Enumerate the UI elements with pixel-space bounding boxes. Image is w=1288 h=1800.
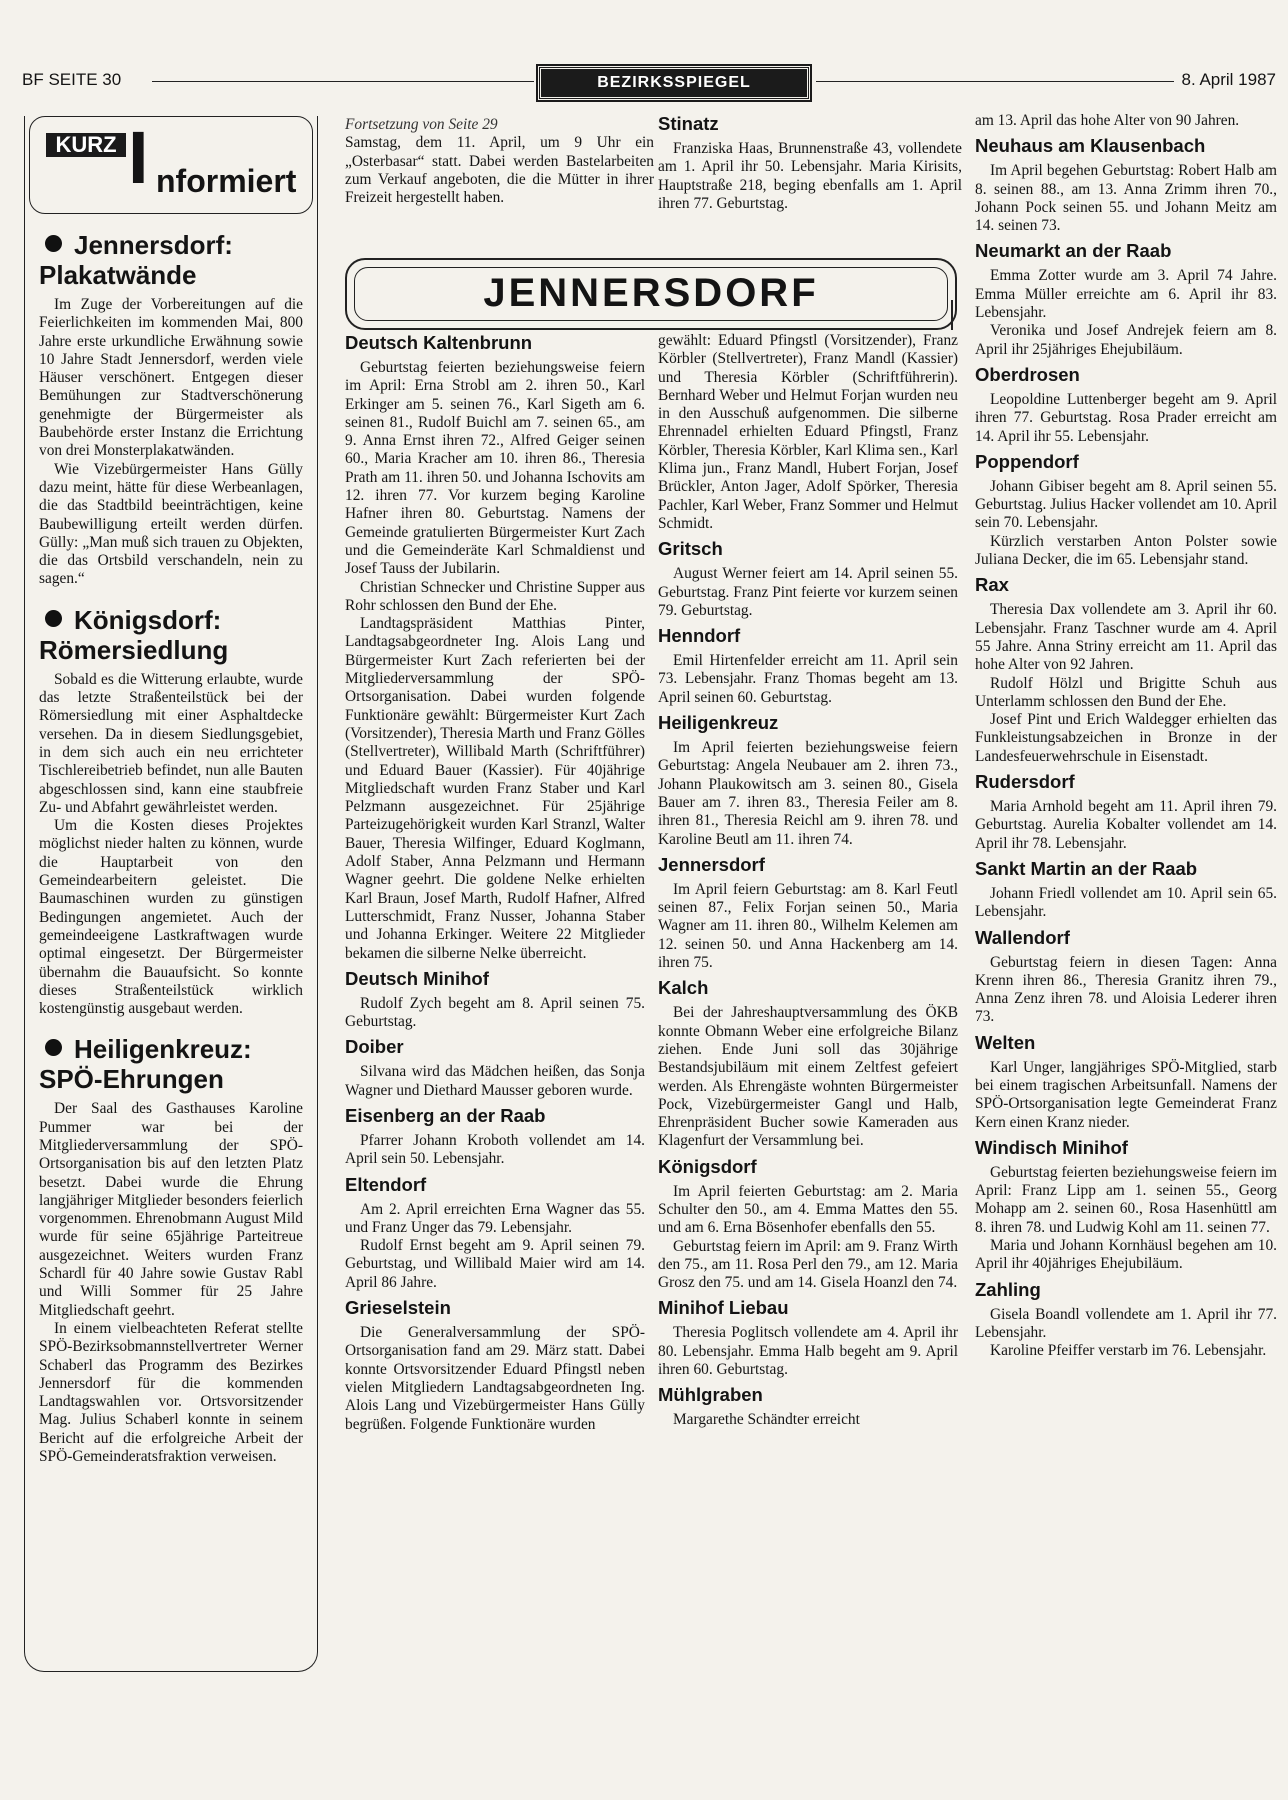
section-heading: Henndorf [658, 625, 741, 647]
paragraph: gewählt: Eduard Pfingstl (Vorsitzender), Franz Körbler (Stellvertreter), Franz Mandl (Kassier) und Theresia Körbler (Schriftführerin). Bernhard Weber und Helmut Forjan wurden neu in den Ausschuß aufgenommen. Die silberne Ehrennadel erhielten Eduard Pfingstl, Franz Körbler, Theresia Körbler, Karl Klima sen., Karl Klima jun., Franz Mandl, Hubert Forjan, Josef Brückler, Anton Jager, Adolf Spörker, Theresia Pachler, Karl Weber, Franz Sommer und Helmut Schmidt. [658, 332, 958, 532]
paragraph: Sobald es die Witterung erlaubte, wurde das letzte Straßenteilstück bei der Römersiedlung mit einer Asphaltdecke versehen. Da in diesem Siedlungsgebiet, in dem sich auch ein neu errichteter Tischlereibetrieb befindet, nun alle Bauten abgeschlossen sind, kann eine staubfreie Zu- und Abfahrt gewährleistet werden. [39, 670, 303, 816]
paragraph: Theresia Poglitsch vollendete am 4. April ihr 80. Lebensjahr. Emma Halb begeht am 9. April ihren 60. Geburtstag. [658, 1324, 958, 1379]
paragraph: Im April feierten beziehungsweise feiern Geburtstag: Angela Neubauer am 2. ihren 73., Johann Plaukowitsch am 3. seinen 80., Gisela Bauer am 7. ihren 83., Theresia Feiler am 8. ihren 81., Theresia Reichl am 9. ihren 78. und Karoline Beutl am 11. ihren 74. [658, 739, 958, 848]
paragraph: Christian Schnecker und Christine Supper aus Rohr schlossen den Bund der Ehe. [345, 578, 645, 614]
kurz-tag: KURZ [46, 133, 126, 157]
paragraph: Josef Pint und Erich Waldegger erhielten das Funkleistungsabzeichen in Bronze in der Landesfeuerwehrschule in Eisenstadt. [975, 711, 1277, 765]
paragraph: Der Saal des Gasthauses Karoline Pummer war bei der Mitgliederversammlung der SPÖ-Ortsorganisation bis auf den letzten Platz besetzt. Dabei wurde die Ehrung langjähriger Mitglieder besonders feierlich vorgenommen. Ehrenobmann August Mild wurde für seine 65jährige Parteitreue ausgezeichnet. Weiters wurden Franz Schardl für 40 Jahre sowie Gustav Rabl und Willi Sommer für 25 Jahre Mitgliedschaft geehrt. [39, 1100, 303, 1319]
paragraph: In einem vielbeachteten Referat stellte SPÖ-Bezirksobmannstellvertreter Werner Schaberl das Programm des Bezirkes Jennersdorf für die kommenden Landtagswahlen vor. Ortsvorsitzender Mag. Julius Schaberl konnte in seinem Bericht auf die erfolgreiche Arbeit der SPÖ-Gemeinderatsfraktion verweisen. [39, 1319, 303, 1466]
section-heading: Minihof Liebau [658, 1297, 789, 1319]
paragraph: Leopoldine Luttenberger begeht am 9. April ihren 77. Geburtstag. Rosa Prader erreicht am 14. April ihr 55. Lebensjahr. [975, 390, 1277, 445]
kurz-big-letter: I [128, 116, 149, 199]
paragraph: Die Generalversammlung der SPÖ-Ortsorganisation fand am 29. März statt. Dabei konnte Ortsvorsitzender Eduard Pfingstl neben vielen Mitgliedern Landtagsabgeordneten Ing. Alois Lang und Vizebürgermeister Hans Gülly begrüßen. Folgende Funktionäre wurden [345, 1324, 645, 1433]
section-heading: Jennersdorf [658, 853, 765, 875]
jennersdorf-banner [345, 258, 957, 330]
paragraph: am 13. April das hohe Alter von 90 Jahren. [975, 112, 1240, 129]
paragraph: Margarethe Schändter erreicht [673, 1411, 860, 1429]
section-heading: Oberdrosen [975, 363, 1080, 385]
section-heading: Mühlgraben [658, 1384, 763, 1406]
kurz-informiert-logo [29, 116, 313, 214]
paragraph: Geburtstag feierten beziehungsweise feiern im April: Erna Strobl am 2. ihren 50., Karl Erkinger am 5. seinen 76., Karl Sigeth am 6. seinen 81., Rudolf Buichl am 7. seinen 65., am 9. Anna Ernst ihren 72., Alfred Geiger seinen 60., Maria Kracher am 10. ihren 86., Theresia Prath am 11. ihren 50. und Johanna Ischovits am 12. ihren 77. Vor kurzem beging Karoline Hafner ihren 80. Geburtstag. Namens der Gemeinde gratulierten Bürgermeister Kurt Zach und die Gemeinderäte Karl Schmaldienst und Josef Tauss der Jubilarin. [345, 359, 645, 578]
paragraph: Rudolf Hölzl und Brigitte Schuh aus Unterlamm schlossen den Bund der Ehe. [975, 674, 1277, 710]
page-header [22, 66, 1276, 100]
bullet-icon [45, 235, 62, 252]
paragraph: Silvana wird das Mädchen heißen, das Sonja Wagner und Diethard Mausser geboren wurde. [345, 1063, 645, 1099]
paragraph: Im April begehen Geburtstag: Robert Halb am 8. seinen 88., am 13. Anna Zrimm ihren 70., Johann Pock seinen 55. und Johann Meitz am 14. seinen 73. [975, 162, 1277, 235]
paragraph: Im Zuge der Vorbereitungen auf die Feierlichkeiten im kommenden Mai, 800 Jahre erste urkundliche Erwähnung sowie 10 Jahre Stadt Jennersdorf, werden viele Häuser verschönert. Entgegen dieser Bemühungen zur Stadtverschönerung genehmigte der Bürgermeister als Baubehörde erster Instanz die Errichtung von drei Monsterplakatwänden. [39, 296, 303, 460]
column-b-top [345, 116, 654, 207]
section-heading: Zahling [975, 1278, 1041, 1300]
section-heading: Eltendorf [345, 1173, 427, 1195]
paragraph: Geburtstag feierten beziehungsweise feiern im April: Franz Lipp am 1. seinen 55., Georg Mohapp am 2. seinen 60., Rosa Hasenhüttl am 8. ihren 78. und Ludwig Kohl am 11. seinen 77. [975, 1163, 1277, 1236]
paragraph: Theresia Dax vollendete am 3. April ihr 60. Lebensjahr. Franz Taschner wurde am 4. April 55 Jahre. Anna Striny erreicht am 11. April das hohe Alter von 92 Jahren. [975, 601, 1277, 674]
paragraph: Rudolf Zych begeht am 8. April seinen 75. Geburtstag. [345, 994, 645, 1031]
heading-text: Heiligenkreuz: SPÖ-Ehrungen [39, 1034, 252, 1095]
heading-text: Jennersdorf: Plakatwände [39, 230, 233, 290]
section-heading: Kalch [658, 977, 709, 999]
paragraph: Im April feierten Geburtstag: am 2. Maria Schulter den 50., am 4. Emma Mattes den 55. und am 6. Erna Bösenhofer ebenfalls den 55. [658, 1182, 958, 1237]
header-rule-right [816, 81, 1174, 82]
section-heading: Königsdorf [658, 1155, 757, 1177]
paragraph: Gisela Boandl vollendete am 1. April ihr 77. Lebensjahr. [975, 1305, 1277, 1341]
continuation-note: Fortsetzung von Seite 29 [345, 116, 498, 133]
paragraph: Karoline Pfeiffer verstarb im 76. Lebensjahr. [990, 1342, 1267, 1360]
section-heading: Doiber [345, 1036, 404, 1058]
paragraph: Franziska Haas, Brunnenstraße 43, vollendete am 1. April ihr 50. Lebensjahr. Maria Kirisits, Hauptstraße 218, beging ebenfalls am 1. April ihren 77. Geburtstag. [658, 140, 962, 212]
bullet-icon [45, 1039, 62, 1056]
paragraph: Wie Vizebürgermeister Hans Güllу dazu meint, hätte für diese Werbeanlagen, die das Stadtbild beeinträchtigen, keine Baubewilligung erteilt werden dürfen. Gülly: „Man muß sich trauen zu Objekten, die das Ortsbild verschandeln, nein zu sagen.“ [39, 460, 303, 588]
kurz-informiert-box [24, 116, 318, 1672]
paragraph: Pfarrer Johann Kroboth vollendet am 14. April sein 50. Lebensjahr. [345, 1131, 645, 1168]
paragraph: Um die Kosten dieses Projektes möglichst nieder halten zu können, wurde die Hauptarbeit von den Gemeindearbeitern geleistet. Die Baumaschinen wurden zu günstigen Bedingungen angemietet. Auch der gemeindeeigene Lastkraftwagen wurde optimal eingesetzt. Der Bürgermeister übernahm die Bauaufsicht. So konnte dieses Straßenteilstück wirklich kostengünstig ausgebaut werden. [39, 817, 303, 1018]
section-heading: Welten [975, 1031, 1036, 1053]
article-heading [39, 605, 303, 665]
paragraph: Veronika und Josef Andrejek feiern am 8. April ihr 25jähriges Ehejubiläum. [975, 322, 1277, 358]
kurz-word: nformiert [156, 163, 297, 199]
paragraph: Kürzlich verstarben Anton Polster sowie Juliana Decker, die im 65. Lebensjahr stand. [975, 532, 1277, 569]
paragraph: Geburtstag feiern in diesen Tagen: Anna Krenn ihren 86., Theresia Granitz ihren 79., Anna Zenz ihren 78. und Aloisia Lederer ihren 73. [975, 953, 1277, 1026]
paragraph: Karl Unger, langjähriges SPÖ-Mitglied, starb bei einem tragischen Arbeitsunfall. Namens der SPÖ-Ortsorganisation legte Gemeinderat Franz Kern einen Kranz nieder. [975, 1058, 1277, 1131]
column-c [658, 332, 958, 1430]
section-heading: Deutsch Kaltenbrunn [345, 332, 533, 353]
continued-paragraph: Samstag, dem 11. April, um 9 Uhr ein „Osterbasar“ statt. Dabei werden Bastelarbeiten zum Verkauf angeboten, die die Mütter in ihrer Freizeit hergestellt haben. [345, 134, 654, 207]
page-number: BF SEITE 30 [22, 70, 122, 89]
paragraph: Bei der Jahreshauptversammlung des ÖKB konnte Obmann Weber eine erfolgreiche Bilanz ziehen. Ende Juni soll das 30jährige Bestandsjubiläum mit einem Zeltfest gefeiert werden. Als Ehrengäste wohnten Bürgermeister Pock, Vizebürgermeister Gangl und Halb, Ehrenpräsident Bucher sowie Kameraden aus Klagenfurt der Versammlung bei. [658, 1004, 958, 1150]
column-d [975, 112, 1277, 1798]
paragraph: Maria Arnhold begeht am 11. April ihren 79. Geburtstag. Aurelia Kobalter vollendet am 14. April ihr 78. Lebensjahr. [975, 798, 1277, 852]
paragraph: Landtagspräsident Matthias Pinter, Landtagsabgeordneter Ing. Alois Lang und Bürgermeister Kurt Zach referierten bei der Mitgliederversammlung der SPÖ-Ortsorganisation. Dabei wurden folgende Funktionäre gewählt: Bürgermeister Kurt Zach (Vorsitzender), Theresia Marth und Franz Gölles (Stellvertreter), Willibald Marth (Schriftführer) und Eduard Bauer (Kassier). Für 40jährige Mitgliedschaft wurden Franz Staber und Karl Pelzmann ausgezeichnet. Für 25jährige Parteizugehörigkeit wurden Karl Stranzl, Walter Bauer, Theresia Wilfinger, Eduard Koglmann, Adolf Staber, Anna Pelzmann und Hermann Wagner geehrt. Die goldene Nelke erhielten Karl Braun, Josef Marth, Rudolf Hafner, Alfred Lutterschmidt, Franz Nusser, Johanna Staber und Johanna Erkinger. Weitere 22 Mitglieder bekamen die silberne Nelke überreicht. [345, 615, 645, 962]
section-heading: Rax [975, 574, 1009, 596]
paragraph: August Werner feiert am 14. April seinen 55. Geburtstag. Franz Pint feierte vor kurzem seinen 79. Geburtstag. [658, 565, 958, 619]
section-heading: Stinatz [658, 113, 719, 134]
column-c-top [658, 113, 962, 213]
paragraph: Johann Gibiser begeht am 8. April seinen 55. Geburtstag. Julius Hacker vollendet am 10. April sein 70. Lebensjahr. [975, 477, 1277, 532]
section-heading: Heiligenkreuz [658, 712, 779, 734]
section-heading: Windisch Minihof [975, 1136, 1128, 1158]
article-heading [39, 1034, 303, 1094]
article-heading [39, 230, 303, 290]
paragraph: Im April feiern Geburtstag: am 8. Karl Feutl seinen 87., Felix Forjan seinen 50., Maria Wagner am 11. ihren 80., Wilhelm Kelemen am 12. seinen 50. und Anna Hackenberg am 14. ihren 75. [658, 880, 958, 972]
section-heading: Sankt Martin an der Raab [975, 857, 1198, 879]
paragraph: Maria und Johann Kornhäusl begehen am 10. April ihr 40jähriges Ehejubiläum. [975, 1237, 1277, 1273]
section-heading: Deutsch Minihof [345, 967, 489, 989]
heading-text: Königsdorf: Römersiedlung [39, 604, 229, 665]
section-heading: Neuhaus am Klausenbach [975, 135, 1206, 157]
paragraph: Emma Zotter wurde am 3. April 74 Jahre. Emma Müller erreichte am 6. April ihr 83. Lebensjahr. [975, 267, 1277, 322]
section-heading: Wallendorf [975, 926, 1070, 948]
section-title: BEZIRKSSPIEGEL [538, 66, 810, 100]
header-rule-left [152, 81, 534, 82]
paragraph: Geburtstag feiern im April: am 9. Franz Wirth den 75., am 11. Rosa Perl den 79., am 12. Maria Grosz den 75. und am 14. Gisela Hoanzl den 74. [658, 1237, 958, 1292]
section-heading: Neumarkt an der Raab [975, 240, 1172, 262]
section-heading: Grieselstein [345, 1297, 451, 1319]
kurz-articles [39, 230, 303, 1466]
issue-date: 8. April 1987 [1181, 70, 1276, 89]
bullet-icon [45, 610, 62, 627]
paragraph: Emil Hirtenfelder erreicht am 11. April sein 73. Lebensjahr. Franz Thomas begeht am 13. April seinen 60. Geburtstag. [658, 652, 958, 706]
section-heading: Eisenberg an der Raab [345, 1104, 546, 1126]
paragraph: Johann Friedl vollendet am 10. April sein 65. Lebensjahr. [975, 884, 1277, 921]
column-b [345, 332, 645, 1434]
paragraph: Rudolf Ernst begeht am 9. April seinen 79. Geburtstag, und Willibald Maier wird am 14. April 86 Jahre. [345, 1237, 645, 1291]
section-heading: Rudersdorf [975, 771, 1075, 793]
section-heading: Poppendorf [975, 450, 1079, 472]
banner-title: JENNERSDORF [354, 267, 948, 321]
banner-tail [951, 300, 953, 330]
paragraph: Am 2. April erreichten Erna Wagner das 55. und Franz Unger das 79. Lebensjahr. [345, 1200, 645, 1236]
section-heading: Gritsch [658, 538, 723, 560]
